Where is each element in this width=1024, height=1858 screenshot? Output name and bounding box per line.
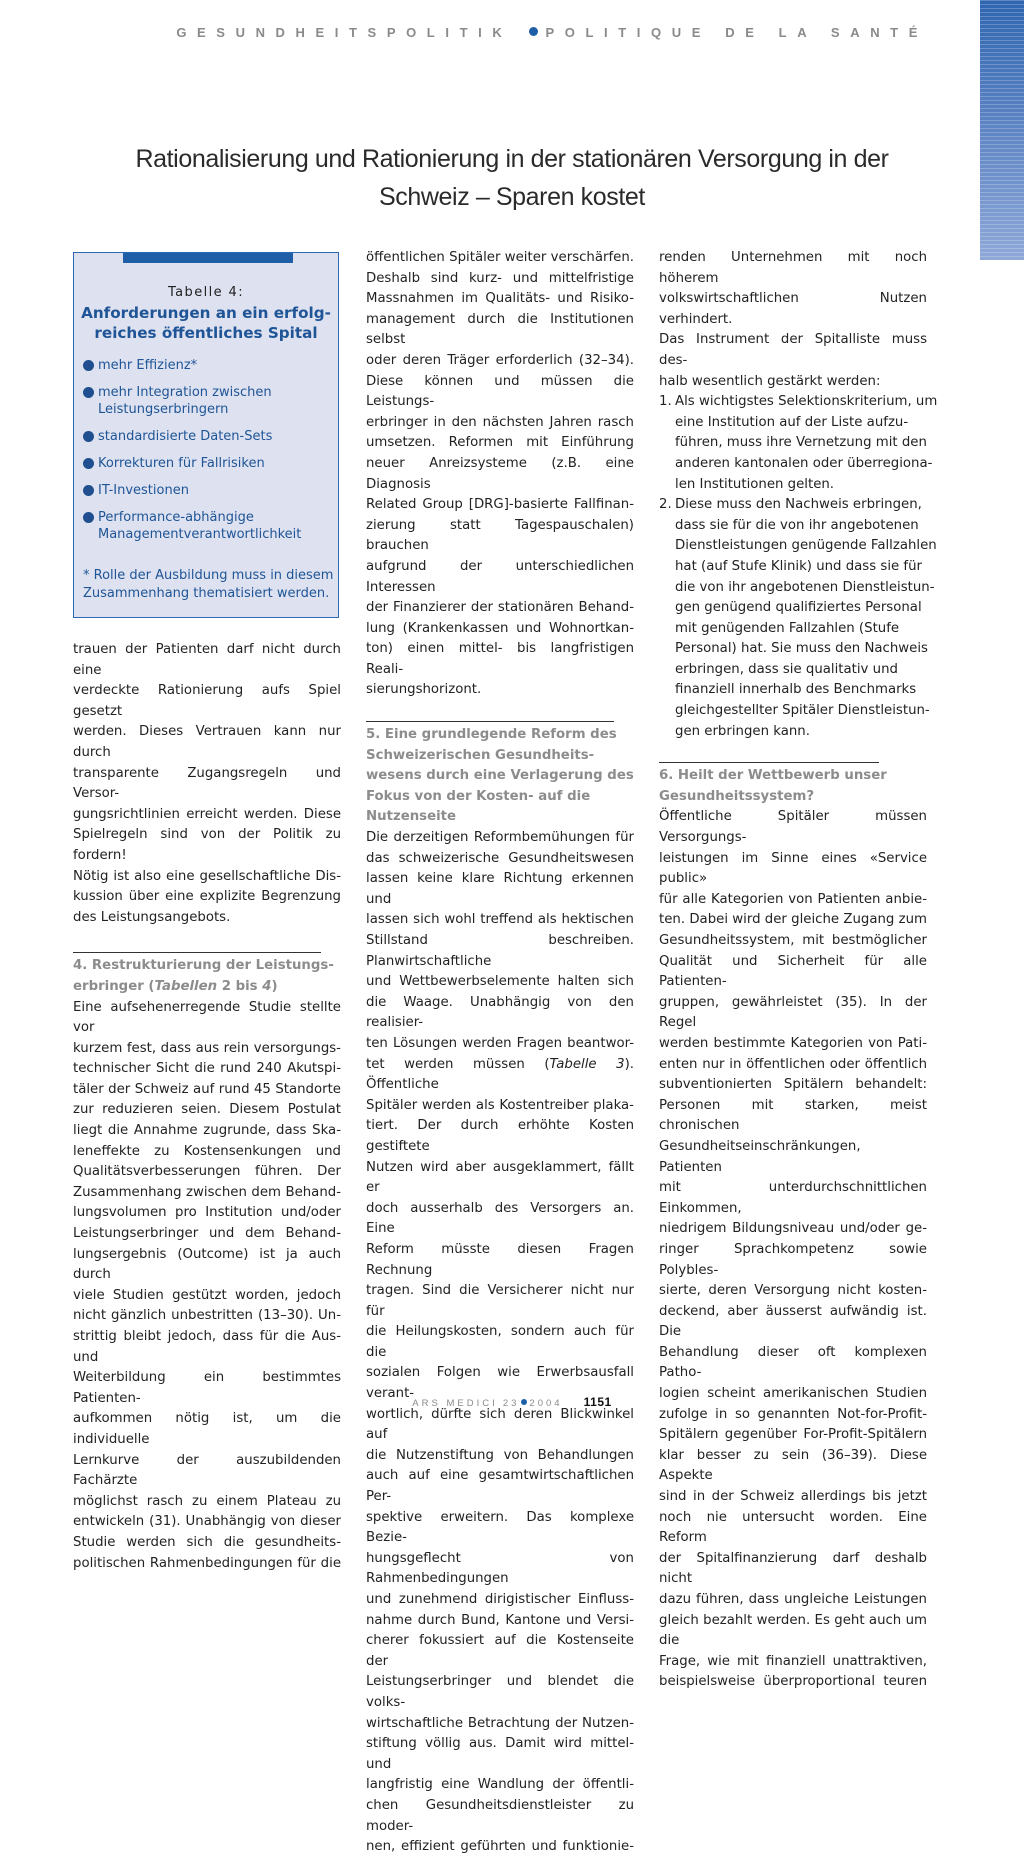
text-line: halb wesentlich gestärkt werden: <box>659 373 881 389</box>
heading-text: erbringer ( <box>73 978 155 994</box>
article-title-line-2: Schweiz – Sparen kostet <box>379 183 645 211</box>
text-line: stiftung völlig aus. Damit wird mittel- und <box>366 1736 634 1772</box>
text-line: gen genügend qualifiziertes Personal <box>675 600 922 616</box>
footnote-line-1: * Rolle der Ausbildung muss in diesem <box>83 568 334 583</box>
text-line: spektive erweitern. Das komplexe Bezie- <box>366 1509 634 1546</box>
text-span: tet werden müssen ( <box>366 1056 550 1072</box>
text-line: noch nie untersucht worden. Eine Reform <box>659 1509 927 1546</box>
bullet-icon <box>83 387 94 398</box>
text-line: die Nutzenstiftung von Behandlungen <box>366 1447 634 1463</box>
text-line: und Wettbewerbselemente halten sich <box>366 974 634 990</box>
text-line: doch ausserhalb des Versorgers an. Eine <box>366 1200 634 1237</box>
text-line: zur reduzieren seien. Diesem Postulat <box>73 1102 341 1118</box>
section-6-body <box>659 807 927 1693</box>
text-line: zufolge in so genannten Not-for-Profit- <box>659 1406 927 1422</box>
text-line: kurzem fest, dass aus rein versorgungs- <box>73 1040 341 1056</box>
text-line: Leistungserbringer und dem Behand- <box>73 1226 341 1242</box>
text-line: ton) einen mittel- bis langfristigen Reali- <box>366 641 634 677</box>
text-line: dass sie für die von ihr angebotenen <box>675 517 919 533</box>
text-line: Zusammenhang zwischen dem Behand- <box>73 1184 341 1200</box>
text-line: cherer fokussiert auf die Kostenseite der <box>366 1633 634 1669</box>
text-line: auch auf eine gesamtwirtschaftlichen Per- <box>366 1468 634 1505</box>
requirements-list <box>83 357 333 553</box>
text-line: Diese muss den Nachweis erbringen, <box>675 497 922 513</box>
numbered-item-1 <box>659 392 938 495</box>
text-line: leneffekte zu Kostensenkungen und <box>73 1143 341 1159</box>
heading-text: ) <box>271 978 278 994</box>
text-line: gen erbringen kann. <box>675 723 810 739</box>
text-line: management durch die Institutionen selbst <box>366 311 634 348</box>
text-line: gruppen, gewährleistet (35). In der Regel <box>659 994 927 1031</box>
text-line: Spitäler werden als Kostentreiber plaka- <box>366 1097 634 1113</box>
text-line: lung (Krankenkassen und Wohnortkan- <box>366 620 634 636</box>
bullet-dot-icon <box>529 27 538 36</box>
section-label-fr: POLITIQUE DE LA SANTÉ <box>545 25 928 40</box>
text-line: Eine aufsehenerregende Studie stellte vor <box>73 999 341 1036</box>
text-line: der Spitalfinanzierung darf deshalb nicht <box>659 1550 927 1587</box>
page-footer <box>0 1391 1024 1410</box>
text-line: Qualitätsverbesserungen führen. Der <box>73 1164 341 1180</box>
text-line: des Leistungsangebots. <box>73 909 231 925</box>
article-title-line-1: Rationalisierung und Rationierung in der stationären Versorgung in der <box>135 145 889 173</box>
text-line: oder deren Träger erforderlich (32–34). <box>366 352 634 368</box>
section-label-de: GESUNDHEITSPOLITIK <box>176 25 513 40</box>
text-line: Frage, wie mit finanziell unattraktiven, <box>659 1653 927 1669</box>
col2-intro-paragraph <box>366 248 634 701</box>
issue-number: 23 <box>502 1398 520 1409</box>
text-line: Stillstand beschreiben. Planwirtschaftliche <box>366 933 634 969</box>
list-item <box>83 455 333 472</box>
table-title-line-2: reiches öffentliches Spital <box>94 324 318 342</box>
text-line: kussion über eine explizite Begrenzung <box>73 889 341 905</box>
list-item <box>83 482 333 499</box>
list-item <box>83 357 333 374</box>
text-line: chen Gesundheitsdienstleister zu moder- <box>366 1797 634 1834</box>
text-line: die Waage. Unabhängig von den realisier- <box>366 994 634 1031</box>
text-line: Personen mit starken, meist chronischen <box>659 1097 927 1134</box>
section-divider <box>366 721 614 722</box>
col3-intro-paragraph <box>659 248 927 392</box>
text-line: hat (auf Stufe Klinik) und dass sie für <box>675 558 922 574</box>
text-line: renden Unternehmen mit noch höherem <box>659 250 927 286</box>
text-line: technischer Sicht die rund 240 Akutspi- <box>73 1061 341 1077</box>
section-4-body <box>73 998 341 1575</box>
item-text: Performance-abhängige <box>98 510 254 525</box>
text-line: gleich bezahlt werden. Es geht auch um die <box>659 1612 927 1649</box>
page-number: 1151 <box>583 1395 612 1409</box>
text-line: Gesundheitssystem, mit bestmöglicher <box>659 933 927 948</box>
text-line: Lernkurve der auszubildenden Fachärzte <box>73 1452 341 1489</box>
text-line: ten. Dabei wird der gleiche Zugang zum <box>659 912 927 928</box>
text-line: volkswirtschaftlichen Nutzen verhindert. <box>659 291 927 327</box>
text-line: Weiterbildung ein bestimmtes Patienten- <box>73 1370 341 1406</box>
text-line: entwickeln (31). Unabhängig von dieser <box>73 1514 341 1530</box>
text-line: Dienstleistungen genügende Fallzahlen <box>675 538 937 554</box>
item-text: mehr Effizienz* <box>98 358 198 373</box>
text-line: neuer Anreizsysteme (z.B. eine Diagnosis <box>366 455 634 492</box>
table-title <box>74 303 338 343</box>
text-line: viele Studien gestützt worden, jedoch <box>73 1287 341 1303</box>
table-reference: Tabelle 3 <box>549 1056 625 1072</box>
text-line: erbringer in den nächsten Jahren rasch <box>366 414 634 430</box>
heading-line: wesens durch eine Verlagerung des <box>366 768 634 784</box>
item-number: 2. <box>659 497 672 513</box>
text-line: sind in der Schweiz allerdings bis jetzt <box>659 1489 927 1505</box>
text-line: Gesundheitseinschränkungen, Patienten <box>659 1138 861 1175</box>
text-line: liegt die Annahme zugrunde, dass Ska- <box>73 1123 341 1139</box>
text-line: len Institutionen gelten. <box>675 476 835 492</box>
column-1 <box>73 640 341 1574</box>
text-line: umsetzen. Reformen mit Einführung <box>366 435 634 451</box>
text-line: Öffentliche Spitäler müssen Versorgungs- <box>659 809 927 846</box>
text-line: das schweizerische Gesundheitswesen <box>366 850 634 866</box>
text-line: aufkommen nötig ist, um die individuelle <box>73 1411 341 1447</box>
text-line: Related Group [DRG]-basierte Fallfinan- <box>366 497 634 513</box>
bullet-icon <box>83 485 94 496</box>
text-line: Personal) hat. Sie muss den Nachweis <box>675 641 928 657</box>
heading-line: 4. Restrukturierung der Leistungs- <box>73 958 334 974</box>
text-line: wortlich, dürfte sich deren Blickwinkel auf <box>366 1406 634 1443</box>
table-footnote <box>83 567 335 603</box>
table-title-line-1: Anforderungen an ein erfolg- <box>81 304 331 322</box>
bullet-icon <box>83 431 94 442</box>
decorative-blue-stripe <box>980 0 1024 260</box>
heading-line: Fokus von der Kosten- auf die <box>366 788 591 804</box>
text-span: ). Öffentliche <box>366 1056 634 1093</box>
text-line: Die derzeitigen Reformbemühungen für <box>366 830 634 846</box>
text-line: zierung statt Tagespauschalen) brauchen <box>366 517 634 554</box>
text-line: eine Institution auf der Liste aufzu- <box>675 414 909 430</box>
text-line: strittig bleibt jedoch, dass für die Aus- und <box>73 1329 341 1365</box>
heading-text: 2 bis <box>217 978 263 994</box>
text-line: dazu führen, dass ungleiche Leistungen <box>659 1592 927 1607</box>
item-text: IT-Investionen <box>98 483 189 498</box>
running-head <box>0 25 928 40</box>
text-line: tiert. Der durch erhöhte Kosten gestiftete <box>366 1118 634 1154</box>
text-line: erbringen, dass sie qualitativ und <box>675 661 898 677</box>
text-line: sierte, deren Versorgung nicht kosten- <box>659 1283 927 1299</box>
item-text-cont: Managementverantwortlichkeit <box>98 527 302 542</box>
text-line: lungsergebnis (Outcome) ist ja auch durch <box>73 1246 341 1283</box>
text-line: enten nur in öffentlichen oder öffentlich <box>659 1056 927 1072</box>
heading-line <box>73 977 341 998</box>
section-4-heading <box>73 956 341 997</box>
text-line: Das Instrument der Spitalliste muss des- <box>659 332 927 368</box>
text-line: klar besser zu sein (36–39). Diese Aspekte <box>659 1447 927 1484</box>
list-item <box>83 428 333 445</box>
text-line: öffentlichen Spitäler weiter verschärfen. <box>366 250 634 265</box>
text-line: möglichst rasch zu einem Plateau zu <box>73 1493 341 1509</box>
text-line: für alle Kategorien von Patienten anbie- <box>659 891 927 907</box>
text-line: der Finanzierer der stationären Behand- <box>366 600 634 616</box>
bullet-icon <box>83 360 94 371</box>
text-line: werden bestimmte Kategorien von Pati- <box>659 1035 927 1051</box>
text-line: mit genügenden Fallzahlen (Stufe <box>675 620 900 636</box>
text-line: beispielsweise überproportional teuren <box>659 1674 927 1690</box>
text-line: langfristig eine Wandlung der öffentli- <box>366 1777 634 1793</box>
bullet-dot-icon <box>521 1399 527 1405</box>
text-line: subventionierten Spitälern behandelt: <box>659 1077 927 1093</box>
item-text: Korrekturen für Fallrisiken <box>98 456 265 471</box>
table-caption: Tabelle 4: <box>167 285 244 300</box>
list-item <box>83 509 333 543</box>
text-line: Deshalb sind kurz- und mittelfristige <box>366 270 634 286</box>
item-text: standardisierte Daten-Sets <box>98 429 273 444</box>
table-top-bar <box>123 253 293 263</box>
heading-line: 6. Heilt der Wettbewerb unser <box>659 768 887 784</box>
section-divider <box>73 952 321 953</box>
text-line: aufgrund der unterschiedlichen Interessen <box>366 558 634 595</box>
col1-intro-paragraph <box>73 640 341 928</box>
publication-year: 2004 <box>529 1398 563 1409</box>
column-3 <box>659 248 938 1693</box>
text-line: täler der Schweiz auf rund 45 Standorte <box>73 1081 341 1097</box>
text-line: hungsgeflecht von Rahmenbedingungen <box>366 1550 634 1587</box>
text-line: verdeckte Rationierung aufs Spiel gesetzt <box>73 683 341 719</box>
text-line <box>366 1055 634 1096</box>
text-line: finanziell innerhalb des Benchmarks <box>675 682 917 698</box>
text-line: Studie werden sich die gesundheits- <box>73 1534 341 1550</box>
heading-line: Gesundheitssystem? <box>659 788 815 804</box>
text-line: Reform müsste diesen Fragen Rechnung <box>366 1241 634 1278</box>
bullet-icon <box>83 458 94 469</box>
section-6-heading <box>659 766 927 807</box>
item-number: 1. <box>659 394 672 410</box>
text-line: Behandlung dieser oft komplexen Patho- <box>659 1344 927 1381</box>
text-line: ten Lösungen werden Fragen beantwor- <box>366 1035 634 1051</box>
text-line: leistungen im Sinne eines «Service public» <box>659 850 927 887</box>
text-line: führen, muss ihre Vernetzung mit den <box>675 435 927 451</box>
item-text: mehr Integration zwischen <box>98 385 272 400</box>
text-line: mit unterdurchschnittlichen Einkommen, <box>659 1180 927 1216</box>
text-line: niedrigem Bildungsniveau und/oder ge- <box>659 1221 927 1237</box>
text-line: transparente Zugangsregeln und Versor- <box>73 765 341 802</box>
text-line: lungsvolumen pro Institution und/oder <box>73 1205 341 1221</box>
text-line: Diese können und müssen die Leistungs- <box>366 373 634 410</box>
text-line: Als wichtigstes Selektionskriterium, um <box>675 394 938 410</box>
table-4-box <box>73 252 339 618</box>
text-line: ringer Sprachkompetenz sowie Polybles- <box>659 1241 927 1278</box>
text-line: Spielregeln sind von der Politik zu fordern! <box>73 827 341 863</box>
text-line: Qualität und Sicherheit für alle Patienten- <box>659 953 927 990</box>
column-2 <box>366 248 634 1858</box>
text-line: lassen keine klare Richtung erkennen und <box>366 871 634 907</box>
text-line: tragen. Sind die Versicherer nicht nur für <box>366 1283 634 1319</box>
heading-italic: Tabellen <box>154 978 218 994</box>
text-line: logien scheint amerikanischen Studien <box>659 1386 927 1402</box>
text-line: werden. Dieses Vertrauen kann nur durch <box>73 724 341 760</box>
text-line: deckend, aber äusserst aufwändig ist. Die <box>659 1303 927 1340</box>
text-line: anderen kantonalen oder überregiona- <box>675 455 933 471</box>
text-line: trauen der Patienten darf nicht durch eine <box>73 642 341 678</box>
text-line: politischen Rahmenbedingungen für die <box>73 1555 341 1571</box>
heading-line: 5. Eine grundlegende Reform des <box>366 727 617 743</box>
text-line: lassen sich wohl treffend als hektischen <box>366 912 634 928</box>
heading-italic: 4 <box>262 978 272 994</box>
text-line: Spitälern gegenüber For-Profit-Spitälern <box>659 1427 927 1443</box>
section-5-body <box>366 828 634 1858</box>
item-text-cont: Leistungserbringern <box>98 402 229 417</box>
heading-line: Nutzenseite <box>366 809 457 825</box>
text-line: und zunehmend dirigistischer Einfluss- <box>366 1592 634 1607</box>
text-line: Massnahmen im Qualitäts- und Risiko- <box>366 291 634 307</box>
heading-line: Schweizerischen Gesundheits- <box>366 747 595 763</box>
text-line: sozialen Folgen wie Erwerbsausfall verant- <box>366 1365 634 1402</box>
text-line: Leistungserbringer und blendet die volks- <box>366 1674 634 1710</box>
bullet-icon <box>83 512 94 523</box>
text-line: sierungshorizont. <box>366 682 482 698</box>
footnote-line-2: Zusammenhang thematisiert werden. <box>83 586 330 601</box>
text-line: gungsrichtlinien erreicht werden. Diese <box>73 806 341 822</box>
list-item <box>83 384 333 418</box>
text-line: die von ihr angebotenen Dienstleistun- <box>675 579 935 595</box>
text-line: Nutzen wird aber ausgeklammert, fällt er <box>366 1159 634 1196</box>
text-line: nen, effizient geführten und funktionie- <box>366 1839 634 1855</box>
text-line: wirtschaftliche Betrachtung der Nutzen- <box>366 1715 634 1731</box>
text-line: nahme durch Bund, Kantone und Versi- <box>366 1612 634 1628</box>
section-5-heading <box>366 725 634 828</box>
text-line: gleichgestellter Spitäler Dienstleistun- <box>675 703 930 719</box>
text-line: nicht gänzlich unbestritten (13–30). Un- <box>73 1308 341 1324</box>
numbered-item-2 <box>659 495 937 742</box>
text-line: Nötig ist also eine gesellschaftliche Dis- <box>73 868 341 884</box>
journal-name: ARS MEDICI <box>412 1398 498 1409</box>
article-title <box>60 140 964 216</box>
section-divider <box>659 762 879 763</box>
text-line: die Heilungskosten, sondern auch für die <box>366 1324 634 1360</box>
